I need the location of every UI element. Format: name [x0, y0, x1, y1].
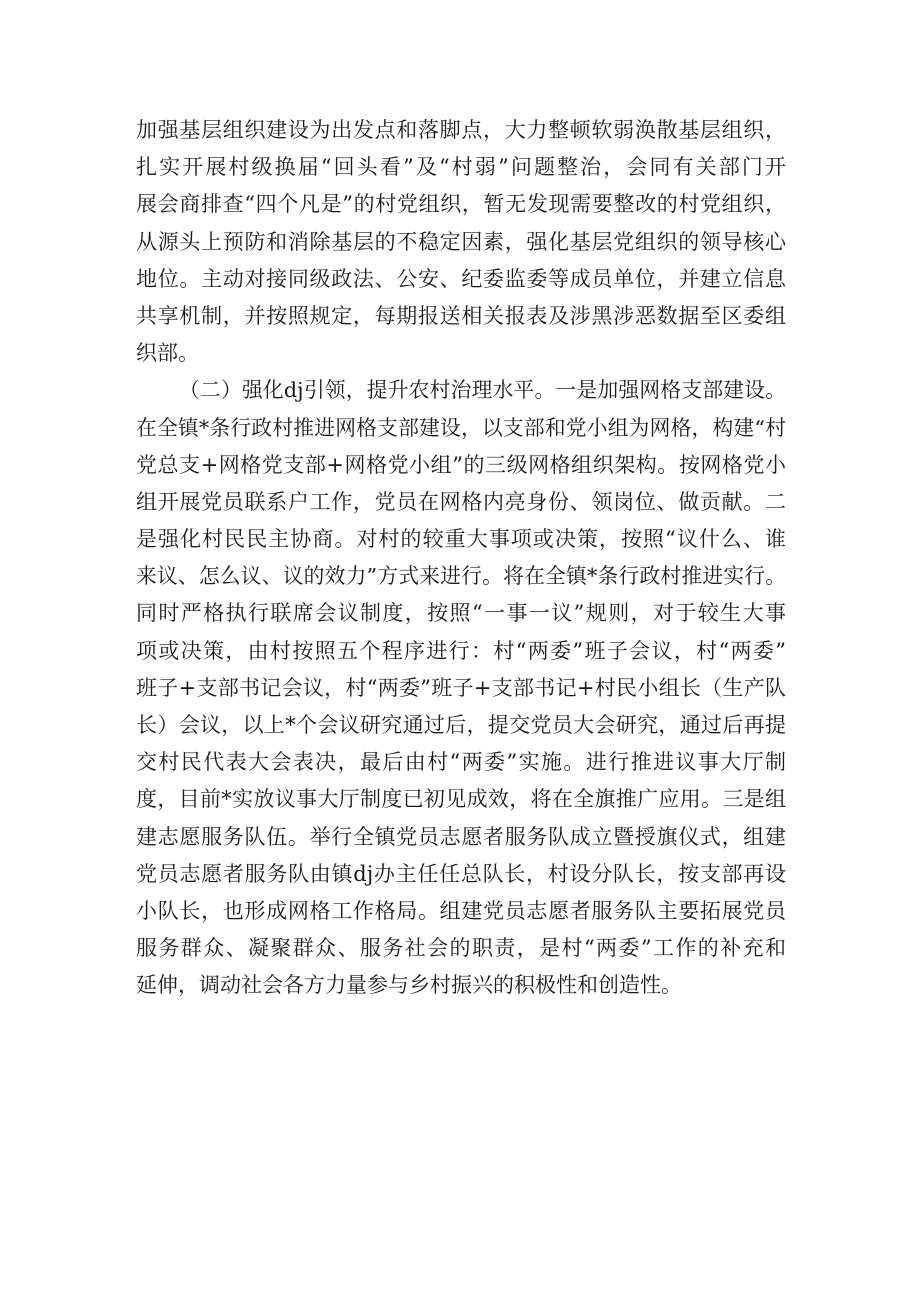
text-line: 来议、怎么议、议的效力”方式来进行。将在全镇*条行政村推进实行。	[136, 564, 786, 589]
text-line: 服务群众、凝聚群众、服务社会的职责，是村“两委”工作的补充和	[136, 936, 786, 961]
text-line: 在全镇*条行政村推进网格支部建设，以支部和党小组为网格，构建“村	[136, 415, 786, 440]
text-line: 加强基层组织建设为出发点和落脚点，大力整顿软弱涣散基层组织，	[136, 118, 786, 142]
text-line: 交村民代表大会表决，最后由村“两委”实施。进行推进议事大厅制	[136, 750, 786, 775]
text-line: 地位。主动对接同级政法、公安、纪委监委等成员单位，并建立信息	[136, 266, 786, 291]
text-line: 建志愿服务队伍。举行全镇党员志愿者服务队成立暨授旗仪式，组建	[136, 824, 786, 849]
text-line: 扎实开展村级换届“回头看”及“村弱”问题整治，会同有关部门开	[136, 155, 786, 180]
text-line: 长）会议，以上*个会议研究通过后，提交党员大会研究，通过后再提	[136, 713, 786, 737]
paragraph-2	[136, 372, 786, 1004]
text-line: 织部。	[136, 341, 199, 366]
document-body	[136, 112, 786, 1005]
text-line: 度，目前*实放议事大厅制度已初见成效，将在全旗推广应用。三是组	[136, 787, 786, 812]
text-line: 班子+支部书记会议，村“两委”班子+支部书记+村民小组长（生产队	[136, 675, 786, 700]
text-line: 小队长，也形成网格工作格局。组建党员志愿者服务队主要拓展党员	[136, 898, 786, 923]
text-line: 党总支+网格党支部+网格党小组”的三级网格组织架构。按网格党小	[136, 452, 786, 477]
text-line: 从源头上预防和消除基层的不稳定因素，强化基层党组织的领导核心	[136, 229, 786, 254]
text-line: 是强化村民民主协商。对村的较重大事项或决策，按照“议什么、谁	[136, 527, 786, 552]
text-line: 党员志愿者服务队由镇dj办主任任总队长，村设分队长，按支部再设	[136, 861, 786, 886]
text-line: 项或决策，由村按照五个程序进行：村“两委”班子会议，村“两委”	[136, 638, 786, 663]
paragraph-1	[136, 112, 786, 372]
text-line: 组开展党员联系户工作，党员在网格内亮身份、领岗位、做贡献。二	[136, 489, 786, 514]
text-line: 同时严格执行联席会议制度，按照“一事一议”规则，对于较生大事	[136, 601, 786, 626]
section-heading-line: （二）强化dj引领，提升农村治理水平。一是加强网格支部建设。	[179, 378, 786, 403]
text-line: 延伸，调动社会各方力量参与乡村振兴的积极性和创造性。	[136, 973, 682, 998]
text-line: 共享机制，并按照规定，每期报送相关报表及涉黑涉恶数据至区委组	[136, 303, 786, 328]
text-line: 展会商排查“四个凡是”的村党组织，暂无发现需要整改的村党组织，	[136, 192, 786, 217]
